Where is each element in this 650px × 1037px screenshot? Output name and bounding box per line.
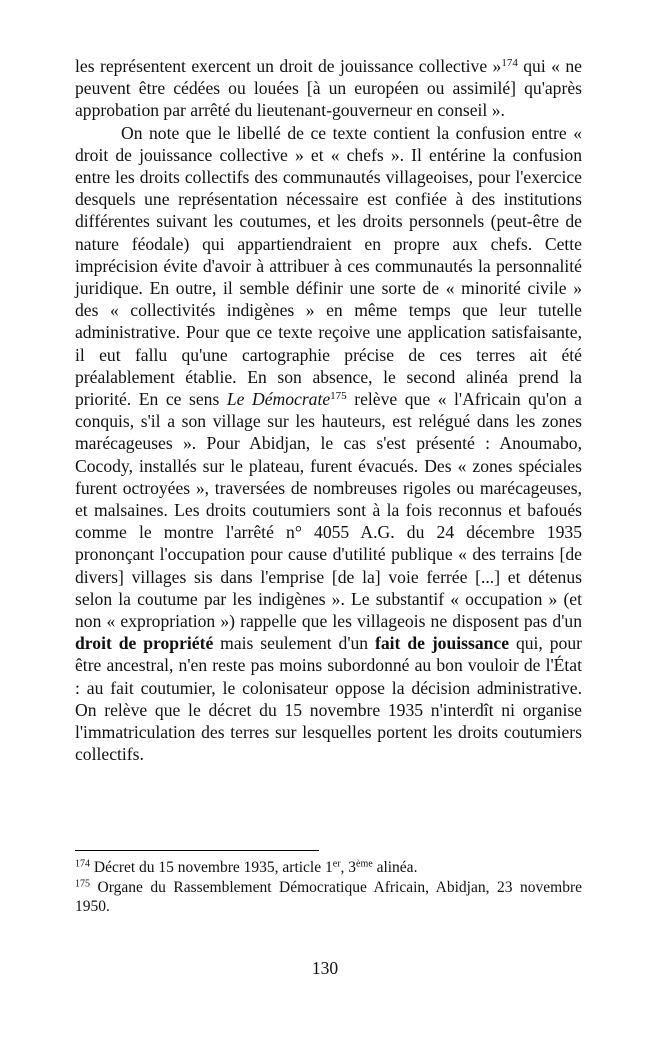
paragraph-1 <box>75 55 582 122</box>
page-number: 130 <box>311 958 339 978</box>
paragraph-1-text-b: qui « ne peuvent être cédées ou louées [à un européen ou assimilé] qu'après approbation par arrêté du lieutenant-gouverneur en conseil ». <box>75 56 582 121</box>
paragraph-2 <box>75 122 582 766</box>
bold-term-fait-de-jouissance: fait de jouissance <box>375 633 510 654</box>
footnote-text: alinéa. <box>372 859 418 876</box>
paragraph-2-text-b: relève que « l'Africain qu'on a conquis, s'il a son village sur les hauteurs, est relégué dans les zones marécageuses ». Pour Abidjan, le cas s'est présenté : Anoumabo, Cocody, installés sur le plateau, furent évacués. Des « zones spéciales furent octroyées », traversées de nombreuses rigoles ou marécageuses, et malsaines. Les droits coutumiers sont à la fois reconnus et bafoués comme le montre l'arrêté n° 4055 A.G. du 24 décembre 1935 prononçant l'occupation pour cause d'utilité publique « des terrains [de divers] villages sis dans l'emprise [de la] voie ferrée [...] et détenus selon la coutume par les indigènes ». Le substantif « occupation » (et non « expropriation ») rappelle que les villageois ne disposent pas d'un <box>75 389 582 632</box>
footnote-text: Organe du Rassemblement Démocratique Africain, Abidjan, 23 novembre 1950. <box>75 878 582 915</box>
footnote-174 <box>75 858 582 878</box>
ordinal-suffix: ème <box>356 858 373 870</box>
newspaper-title: Le Démocrate <box>226 389 331 410</box>
footnote-ref-175[interactable]: 175 <box>330 390 347 402</box>
footnote-number: 174 <box>75 858 90 870</box>
paragraph-2-text-a: On note que le libellé de ce texte contient la confusion entre « droit de jouissance collective » et « chefs ». Il entérine la confusion entre les droits collectifs des communautés villageoises, pour l'exercice desquels une représentation nécessaire est confiée à des institutions différentes suivant les coutumes, et les droits personnels (peut-être de nature féodale) qui appartiendraient en propre aux chefs. Cette imprécision évite d'avoir à attribuer à ces communautés la personnalité juridique. En outre, il semble définir une sorte de « minorité civile » des « collectivités indigènes » en même temps que leur tutelle administrative. Pour que ce texte reçoive une application satisfaisante, il eut fallu qu'une cartographie précise de ces terres ait été préalablement établie. En son absence, le second alinéa prend la priorité. En ce sens <box>75 122 582 410</box>
footnote-number: 175 <box>75 878 90 889</box>
paragraph-2-text-c: mais seulement d'un <box>213 633 376 654</box>
footnote-text: Décret du 15 novembre 1935, article 1 <box>90 859 333 876</box>
paragraph-2-text-d: qui, pour être ancestral, n'en reste pas moins subordonné au bon vouloir de l'État : au fait coutumier, le colonisateur oppose la décision administrative. On relève que le décret du 15 novembre 1935 n'interdît ni organise l'immatriculation des terres sur lesquelles portent les droits coutumiers collectifs. <box>75 633 582 765</box>
footnote-175 <box>75 878 582 917</box>
footnote-text: , 3 <box>340 859 357 876</box>
bold-term-droit-de-propriete: droit de propriété <box>75 633 214 654</box>
footnotes <box>75 858 582 917</box>
footnote-ref-174[interactable]: 174 <box>501 56 518 69</box>
ordinal-suffix: er <box>332 858 341 870</box>
page-body <box>75 55 582 766</box>
footnote-separator <box>75 850 319 851</box>
paragraph-1-text-a: les représentent exercent un droit de jouissance collective » <box>75 56 502 76</box>
